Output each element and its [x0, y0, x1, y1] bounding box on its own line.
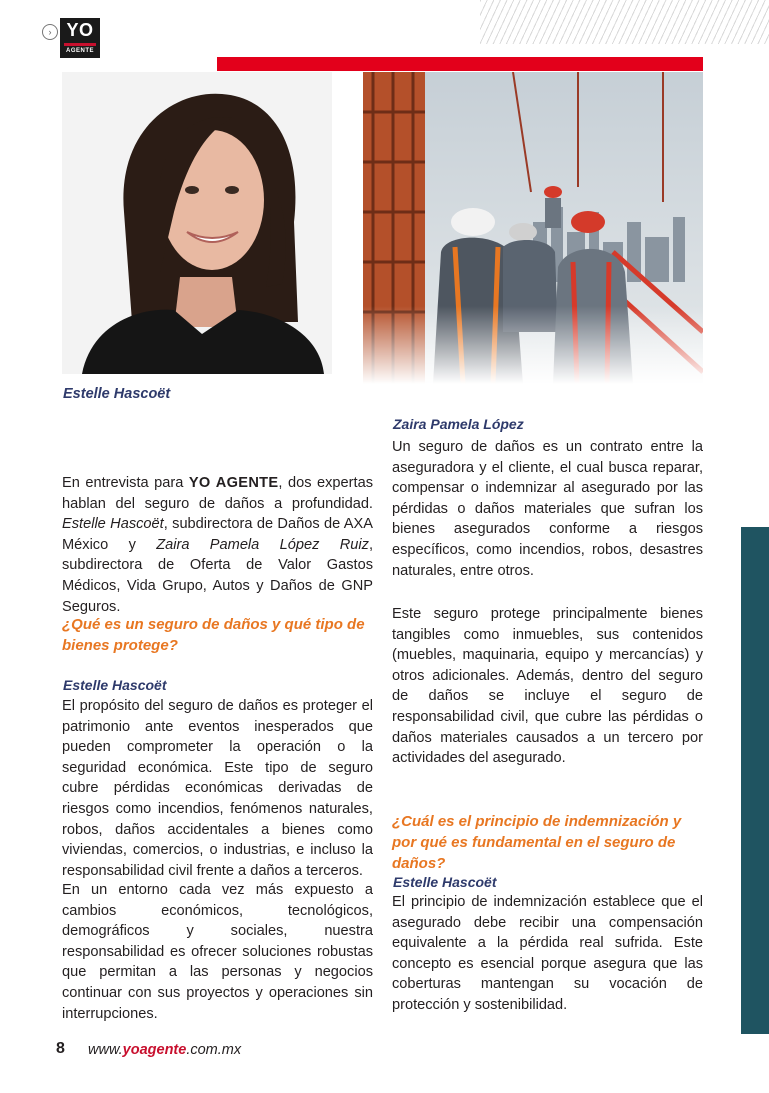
construction-workers-photo — [363, 72, 703, 384]
question-1-paragraph-1: El propósito del seguro de daños es proteger el patrimonio ante eventos inesperados que pueden comprometer la operación o la seguridad económica. Este tipo de seguro cubre pérdidas económicas derivadas de riesgos como incendios, fenómenos naturales, robos, daños accidentales a bienes como viviendas, comercios, o industrias, e incluso la responsabilidad civil frente a daños a terceros. — [62, 698, 373, 879]
url-brand: yoagente — [122, 1042, 187, 1058]
header-hatch-pattern — [480, 0, 769, 44]
right-column-paragraph-1: Un seguro de daños es un contrato entre la aseguradora y el cliente, el cual busca reparar, compensar o indemnizar al asegurado por las pérdidas o daños materiales que sufran los bienes asegurados conforme a riesgos específicos, como incendios, robos, desastres naturales, entre otros. — [392, 439, 703, 579]
intro-text-2: , dos expertas hablan del seguro de daños a profundidad. — [62, 475, 373, 512]
question-1-speaker: Estelle Hascoët — [63, 677, 167, 693]
intro-text-1: En entrevista para — [62, 475, 189, 491]
question-2-speaker: Estelle Hascoët — [393, 874, 497, 890]
logo-text-yo: YO — [66, 20, 94, 40]
intro-name-1: Estelle Hascoët — [62, 516, 164, 533]
left-photo-caption: Estelle Hascoët — [63, 386, 171, 402]
right-column-paragraph-2: Este seguro protege principalmente bienes tangibles como inmuebles, sus contenidos (muebles, maquinaria, equipo y mercancías) y otros adicionales. Además, dentro del seguro de daños se incluye el seguro de responsabilidad civil, que cubre las pérdidas o daños materiales causados a un tercero por actividades del asegurado. — [392, 606, 703, 767]
chevron-right-icon[interactable]: › — [42, 24, 58, 40]
question-1-paragraph-2: En un entorno cada vez más expuesto a cambios económicos, tecnológicos, demográficos y sociales, nuestra responsabilidad es ofrecer soluciones robustas que permitan a las personas y negocios continuar con sus proyectos y operaciones sin interrupciones. — [62, 882, 373, 1022]
page-number: 8 — [56, 1040, 65, 1057]
question-1-heading: ¿Qué es un seguro de daños y qué tipo de bienes protege? — [62, 616, 365, 654]
intro-paragraph — [62, 473, 373, 617]
yo-agente-logo — [60, 18, 100, 58]
footer-url[interactable] — [88, 1042, 241, 1058]
right-column-speaker: Zaira Pamela López — [393, 416, 524, 432]
portrait-photo — [62, 72, 332, 374]
logo-text-agente: AGENTE — [64, 43, 96, 55]
question-2-heading: ¿Cuál es el principio de indemnización y por qué es fundamental en el seguro de daños? — [392, 813, 682, 872]
intro-text-3: , subdirectora de Daños de AXA México y — [62, 516, 373, 553]
url-suffix: .com.mx — [186, 1042, 242, 1058]
question-2-paragraph-1: El principio de indemnización establece que el asegurado debe recibir una compensación equivalente a la pérdida real sufrida. Este concepto es esencial porque asegura que las coberturas mantengan su vocación de protección y sostenibilidad. — [392, 894, 703, 1013]
side-color-tab — [741, 527, 769, 1034]
intro-name-2: Zaira Pamela López Ruiz — [156, 536, 369, 553]
url-prefix: www. — [88, 1042, 123, 1058]
intro-brand: YO AGENTE — [188, 475, 279, 491]
intro-text-4: , subdirectora de Oferta de Valor Gastos Médicos, Vida Grupo, Autos y Daños de GNP Seguros. — [62, 536, 373, 615]
header-red-bar — [217, 57, 703, 71]
